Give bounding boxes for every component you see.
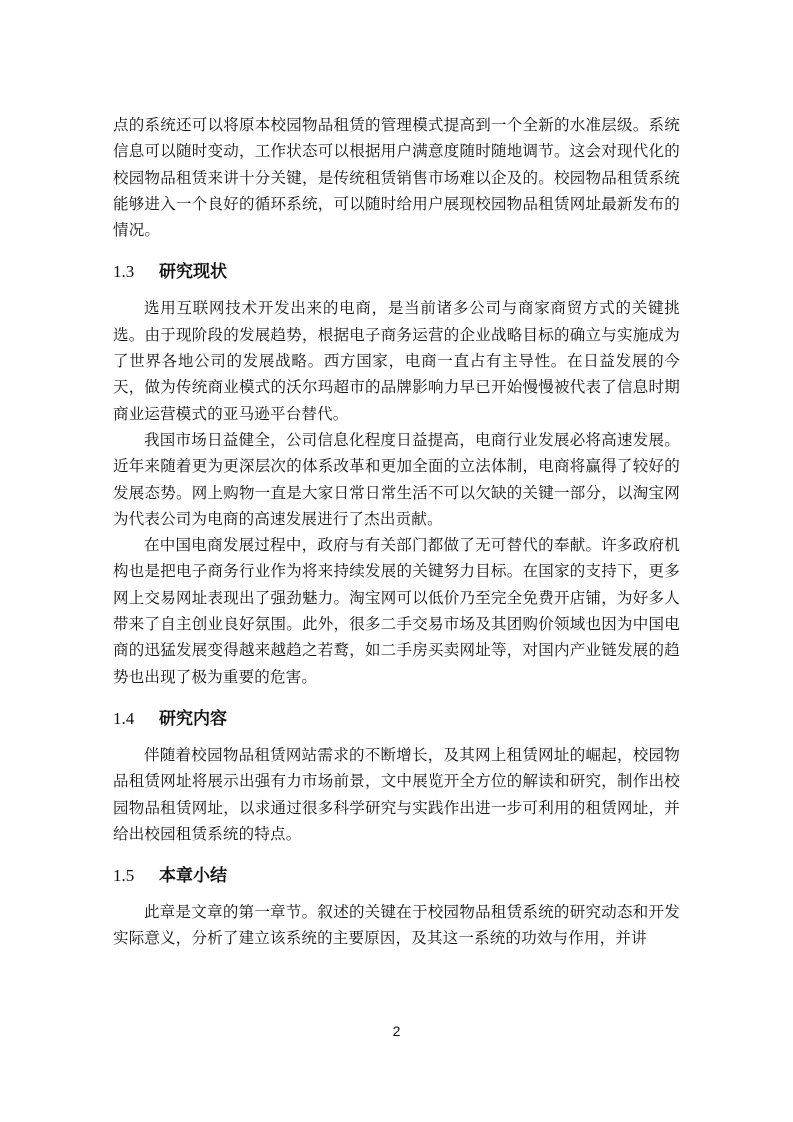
body-paragraph: 我国市场日益健全，公司信息化程度日益提高，电商行业发展必将高速发展。近年来随着更为更深层次的体系改革和更加全面的立法体制，电商将赢得了较好的发展态势。网上购物一直是大家日常日常生活不可以欠缺的关键一部分，以淘宝网为代表公司为电商的高速发展进行了杰出贡献。 — [113, 430, 680, 528]
body-paragraph: 伴随着校园物品租赁网站需求的不断增长，及其网上租赁网址的崛起，校园物品租赁网址将展示出强有力市场前景，文中展览开全方位的解读和研究，制作出校园物品租赁网址，以求通过很多科学研究与实践作出进一步可利用的租赁网址，并给出校园租赁系统的特点。 — [113, 745, 680, 843]
section-number: 1.5 — [113, 866, 135, 886]
body-paragraph: 此章是文章的第一章节。叙述的关键在于校园物品租赁系统的研究动态和开发实际意义，分析了建立该系统的主要原因，及其这一系统的功效与作用，并讲 — [113, 903, 680, 948]
section-number: 1.4 — [113, 708, 135, 728]
section-heading-1-4 — [113, 706, 680, 732]
section-number: 1.3 — [113, 262, 135, 282]
section-title: 本章小结 — [159, 866, 227, 887]
section-title: 研究现状 — [159, 262, 227, 283]
body-paragraph: 在中国电商发展过程中，政府与有关部门都做了无可替代的奉献。许多政府机构也是把电子商务行业作为将来持续发展的关键努力目标。在国家的支持下，更多网上交易网址表现出了强劲魅力。淘宝网可以低价乃至完全免费开店铺，为好多人带来了自主创业良好氛围。此外，很多二手交易市场及其团购价领域也因为中国电商的迅猛发展变得越来越趋之若鹜，如二手房买卖网址等，对国内产业链发展的趋势也出现了极为重要的危害。 — [113, 536, 680, 686]
intro-paragraph: 点的系统还可以将原本校园物品租赁的管理模式提高到一个全新的水准层级。系统信息可以随时变动，工作状态可以根据用户满意度随时随地调节。这会对现代化的校园物品租赁来讲十分关键，是传统租赁销售市场难以企及的。校园物品租赁系统能够进入一个良好的循环系统，可以随时给用户展现校园物品租赁网址最新发布的情况。 — [113, 116, 680, 240]
section-heading-1-3 — [113, 259, 680, 285]
page-number: 2 — [392, 1023, 401, 1039]
section-heading-1-5 — [113, 863, 680, 889]
section-title: 研究内容 — [159, 708, 227, 729]
document-page — [113, 112, 680, 952]
body-paragraph: 选用互联网技术开发出来的电商，是当前诸多公司与商家商贸方式的关键挑选。由于现阶段的发展趋势，根据电子商务运营的企业战略目标的确立与实施成为了世界各地公司的发展战略。西方国家，电商一直占有主导性。在日益发展的今天，做为传统商业模式的沃尔玛超市的品牌影响力早已开始慢慢被代表了信息时期商业运营模式的亚马逊平台替代。 — [113, 299, 680, 423]
